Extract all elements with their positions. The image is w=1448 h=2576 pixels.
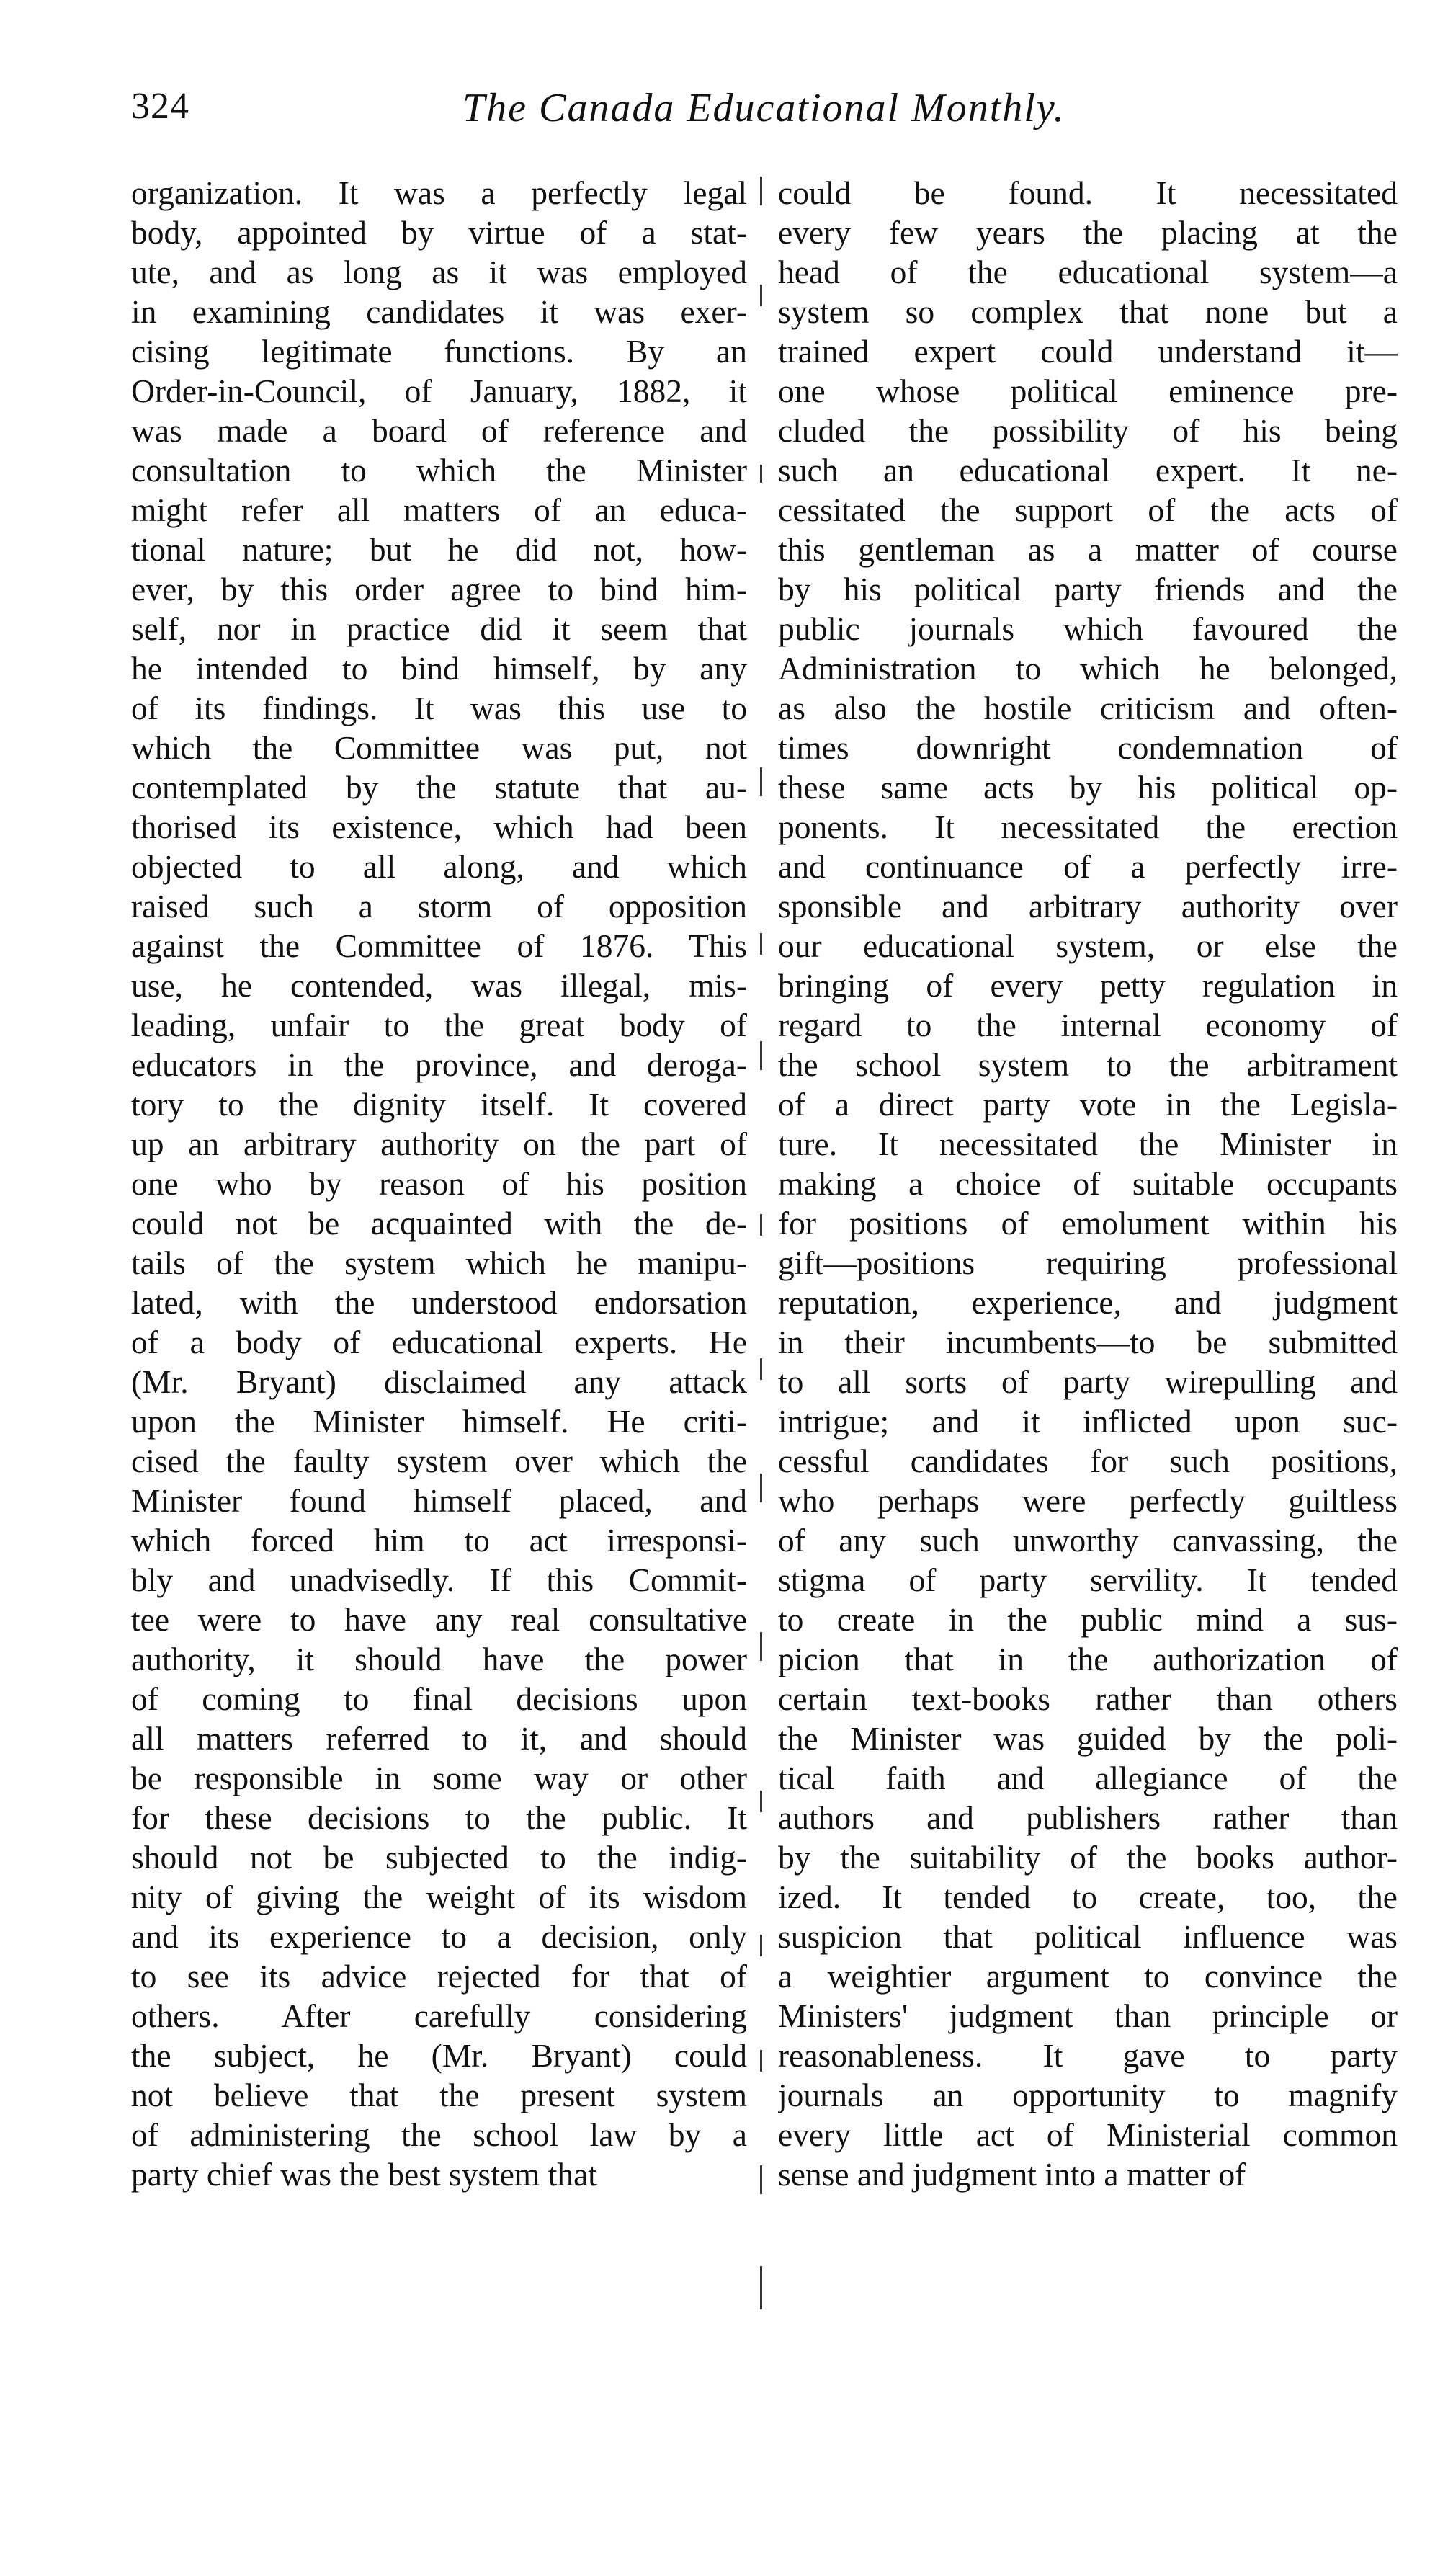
text-line: all matters referred to it, and should	[131, 1720, 747, 1757]
text-line: of a direct party vote in the Legisla-	[778, 1086, 1398, 1123]
text-line: contemplated by the statute that au-	[131, 769, 747, 806]
column-divider	[760, 177, 762, 2576]
text-line: system so complex that none but a	[778, 293, 1398, 330]
text-line: every few years the placing at the	[778, 214, 1398, 251]
text-line: to see its advice rejected for that of	[131, 1958, 747, 1995]
text-line: as also the hostile criticism and often-	[778, 690, 1398, 726]
text-line: in examining candidates it was exer-	[131, 293, 747, 330]
text-line: a weightier argument to convince the	[778, 1958, 1398, 1995]
text-line: our educational system, or else the	[778, 927, 1398, 964]
text-line: Order-in-Council, of January, 1882, it	[131, 373, 747, 409]
text-line: sense and judgment into a matter of	[778, 2156, 1246, 2193]
text-line: cised the faulty system over which the	[131, 1443, 747, 1479]
text-line: every little act of Ministerial common	[778, 2116, 1398, 2153]
text-line: in their incumbents—to be submitted	[778, 1324, 1398, 1360]
text-line: tee were to have any real consultative	[131, 1601, 747, 1638]
text-line: could not be acquainted with the de-	[131, 1205, 747, 1242]
journal-title: The Canada Educational Monthly.	[462, 86, 1065, 130]
text-line: which forced him to act irresponsi-	[131, 1522, 747, 1559]
text-line: raised such a storm of opposition	[131, 888, 747, 924]
text-line: sponsible and arbitrary authority over	[778, 888, 1398, 924]
text-line: was made a board of reference and	[131, 412, 747, 449]
text-line: certain text-books rather than others	[778, 1680, 1398, 1717]
text-line: cessitated the support of the acts of	[778, 491, 1398, 528]
text-line: self, nor in practice did it seem that	[131, 610, 747, 647]
text-line: he intended to bind himself, by any	[131, 650, 747, 687]
text-line: nity of giving the weight of its wisdom	[131, 1878, 747, 1915]
text-line: to create in the public mind a sus-	[778, 1601, 1398, 1638]
text-line: cluded the possibility of his being	[778, 412, 1398, 449]
text-line: by his political party friends and the	[778, 571, 1398, 607]
text-line: the subject, he (Mr. Bryant) could	[131, 2037, 747, 2074]
text-line: bringing of every petty regulation in	[778, 967, 1398, 1004]
text-line: tional nature; but he did not, how-	[131, 531, 747, 568]
text-line: up an arbitrary authority on the part of	[131, 1126, 747, 1162]
text-line: upon the Minister himself. He criti-	[131, 1403, 747, 1440]
text-line: (Mr. Bryant) disclaimed any attack	[131, 1363, 747, 1400]
text-line: to all sorts of party wirepulling and	[778, 1363, 1398, 1400]
text-line: stigma of party servility. It tended	[778, 1561, 1398, 1598]
text-line: ever, by this order agree to bind him-	[131, 571, 747, 607]
text-line: tails of the system which he manipu-	[131, 1244, 747, 1281]
text-line: educators in the province, and deroga-	[131, 1046, 747, 1083]
text-line: cising legitimate functions. By an	[131, 333, 747, 370]
text-line: reputation, experience, and judgment	[778, 1284, 1398, 1321]
text-line: of a body of educational experts. He	[131, 1324, 747, 1360]
text-line: one who by reason of his position	[131, 1165, 747, 1202]
text-line: could be found. It necessitated	[778, 174, 1398, 211]
text-line: who perhaps were perfectly guiltless	[778, 1482, 1398, 1519]
text-line: ture. It necessitated the Minister in	[778, 1126, 1398, 1162]
text-line: might refer all matters of an educa-	[131, 491, 747, 528]
text-line: consultation to which the Minister	[131, 452, 747, 489]
text-line: thorised its existence, which had been	[131, 808, 747, 845]
left-text-column	[131, 173, 747, 2194]
text-line: which the Committee was put, not	[131, 729, 747, 766]
text-line: picion that in the authorization of	[778, 1641, 1398, 1677]
text-line: Administration to which he belonged,	[778, 650, 1398, 687]
text-line: for positions of emolument within his	[778, 1205, 1398, 1242]
text-line: trained expert could understand it—	[778, 333, 1398, 370]
text-line: organization. It was a perfectly legal	[131, 174, 747, 211]
text-line: use, he contended, was illegal, mis-	[131, 967, 747, 1004]
text-line: against the Committee of 1876. This	[131, 927, 747, 964]
text-line: ponents. It necessitated the erection	[778, 808, 1398, 845]
text-line: suspicion that political influence was	[778, 1918, 1398, 1955]
text-line: making a choice of suitable occupants	[778, 1165, 1398, 1202]
text-line: the school system to the arbitrament	[778, 1046, 1398, 1083]
text-line: of its findings. It was this use to	[131, 690, 747, 726]
text-line: by the suitability of the books author-	[778, 1839, 1398, 1876]
text-line: others. After carefully considering	[131, 1997, 747, 2034]
right-text-column	[778, 173, 1398, 2194]
text-line: should not be subjected to the indig-	[131, 1839, 747, 1876]
text-line: the Minister was guided by the poli-	[778, 1720, 1398, 1757]
text-line: of any such unworthy canvassing, the	[778, 1522, 1398, 1559]
text-line: Ministers' judgment than principle or	[778, 1997, 1398, 2034]
text-line: one whose political eminence pre-	[778, 373, 1398, 409]
text-line: lated, with the understood endorsation	[131, 1284, 747, 1321]
text-line: and its experience to a decision, only	[131, 1918, 747, 1955]
text-line: this gentleman as a matter of course	[778, 531, 1398, 568]
text-line: tory to the dignity itself. It covered	[131, 1086, 747, 1123]
text-line: objected to all along, and which	[131, 848, 747, 885]
text-line: for these decisions to the public. It	[131, 1799, 747, 1836]
text-line: ized. It tended to create, too, the	[778, 1878, 1398, 1915]
text-line: bly and unadvisedly. If this Commit-	[131, 1561, 747, 1598]
running-head	[131, 85, 1399, 143]
text-line: times downright condemnation of	[778, 729, 1398, 766]
text-line: authors and publishers rather than	[778, 1799, 1398, 1836]
text-line: of administering the school law by a	[131, 2116, 747, 2153]
text-line: head of the educational system—a	[778, 254, 1398, 290]
text-line: public journals which favoured the	[778, 610, 1398, 647]
text-line: such an educational expert. It ne-	[778, 452, 1398, 489]
text-line: intrigue; and it inflicted upon suc-	[778, 1403, 1398, 1440]
text-line: leading, unfair to the great body of	[131, 1007, 747, 1043]
text-line: these same acts by his political op-	[778, 769, 1398, 806]
text-line: be responsible in some way or other	[131, 1760, 747, 1796]
text-line: Minister found himself placed, and	[131, 1482, 747, 1519]
text-line: gift—positions requiring professional	[778, 1244, 1398, 1281]
text-line: tical faith and allegiance of the	[778, 1760, 1398, 1796]
text-line: body, appointed by virtue of a stat-	[131, 214, 747, 251]
text-line: not believe that the present system	[131, 2077, 747, 2113]
text-line: of coming to final decisions upon	[131, 1680, 747, 1717]
page-number: 324	[131, 86, 189, 127]
text-line: journals an opportunity to magnify	[778, 2077, 1398, 2113]
text-line: and continuance of a perfectly irre-	[778, 848, 1398, 885]
text-line: ute, and as long as it was employed	[131, 254, 747, 290]
text-line: regard to the internal economy of	[778, 1007, 1398, 1043]
text-line: cessful candidates for such positions,	[778, 1443, 1398, 1479]
text-line: reasonableness. It gave to party	[778, 2037, 1398, 2074]
text-line: party chief was the best system that	[131, 2156, 597, 2193]
text-line: authority, it should have the power	[131, 1641, 747, 1677]
